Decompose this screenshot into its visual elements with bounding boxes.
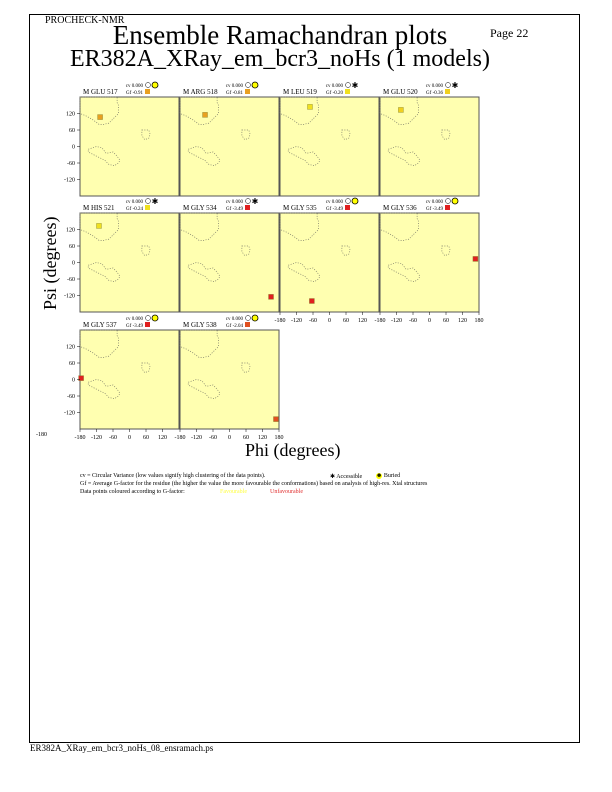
x-tick-label: 0 xyxy=(228,435,231,441)
legend-accessible xyxy=(330,473,362,480)
cv-value: cv 0.000 xyxy=(225,317,243,322)
clock-icon xyxy=(146,199,151,204)
panel-background xyxy=(80,213,179,312)
panel-background xyxy=(380,213,479,312)
cv-value: cv 0.000 xyxy=(325,84,343,89)
clock-icon xyxy=(246,199,251,204)
ramachandran-panel xyxy=(275,198,380,324)
legend-buried-label: Buried xyxy=(383,473,401,479)
x-tick-label: -180 xyxy=(174,435,186,441)
x-tick-label: -180 xyxy=(274,318,286,324)
y-tick-label: -60 xyxy=(67,394,75,400)
cv-value: cv 0.000 xyxy=(425,200,443,205)
accessible-icon: ✱ xyxy=(330,474,336,480)
x-tick-label: 0 xyxy=(428,318,431,324)
panel-label: M LEU 519 xyxy=(283,88,317,96)
x-tick-label: 180 xyxy=(274,435,284,441)
panel-label: M HIS 521 xyxy=(83,204,115,212)
accessible-icon: ✱ xyxy=(251,197,259,206)
panel-label: M GLY 537 xyxy=(83,321,117,329)
panel-background xyxy=(380,97,479,196)
y-tick-label: -120 xyxy=(64,177,75,184)
page-number: Page 22 xyxy=(490,26,529,40)
accessible-icon: ✱ xyxy=(351,81,359,90)
buried-icon xyxy=(452,198,458,204)
x-tick-label: 60 xyxy=(243,435,249,441)
y-axis-label: Psi (degrees) xyxy=(40,216,60,310)
gf-value: Gf -2.04 xyxy=(226,324,243,329)
data-point xyxy=(96,223,101,228)
cv-value: cv 0.000 xyxy=(125,317,143,322)
cv-value: cv 0.000 xyxy=(325,200,343,205)
data-point xyxy=(273,417,278,422)
gf-colour-swatch xyxy=(145,89,150,94)
gf-value: Gf -0.20 xyxy=(326,91,343,96)
panel-label: M GLY 535 xyxy=(283,204,317,212)
y-tick-label: -120 xyxy=(64,410,75,417)
x-tick-label: 120 xyxy=(458,318,467,324)
footer-filename: ER382A_XRay_em_bcr3_noHs_08_ensramach.ps xyxy=(30,743,214,753)
panel-label: M GLY 536 xyxy=(383,204,417,212)
panel-label: M GLU 520 xyxy=(383,88,418,96)
gf-colour-swatch xyxy=(345,89,350,94)
panel-background xyxy=(80,330,179,429)
gf-colour-swatch xyxy=(245,322,250,327)
ramachandran-panel xyxy=(180,82,279,196)
buried-icon xyxy=(352,198,358,204)
x-tick-label: -60 xyxy=(309,318,317,324)
x-tick-label: 180 xyxy=(474,318,484,324)
panel-background xyxy=(280,97,379,196)
legend-buried xyxy=(376,473,400,479)
x-tick-label: -60 xyxy=(109,435,117,441)
data-point xyxy=(307,104,312,109)
x-tick-label: -180 xyxy=(374,318,386,324)
accessible-icon: ✱ xyxy=(451,81,459,90)
cv-value: cv 0.000 xyxy=(225,84,243,89)
y-tick-label: 120 xyxy=(66,111,75,118)
clock-icon xyxy=(246,316,251,321)
data-point xyxy=(79,376,84,381)
y-tick-label: 120 xyxy=(66,227,75,234)
gf-value: Gf -0.24 xyxy=(126,207,143,212)
ramachandran-panel xyxy=(375,198,484,324)
panel-label: M ARG 518 xyxy=(183,88,218,96)
buried-icon: ☻ xyxy=(376,473,383,479)
x-tick-label: 60 xyxy=(143,435,149,441)
clock-icon xyxy=(246,83,251,88)
buried-icon xyxy=(152,82,158,88)
buried-icon xyxy=(152,315,158,321)
x-tick-label: -60 xyxy=(209,435,217,441)
clock-icon xyxy=(146,83,151,88)
x-axis-label: Phi (degrees) xyxy=(245,440,341,460)
gf-value: Gf -0.36 xyxy=(426,91,443,96)
ramachandran-panel xyxy=(280,81,379,196)
program-name: PROCHECK-NMR xyxy=(45,15,125,26)
panel-background xyxy=(180,330,279,429)
x-tick-label: -120 xyxy=(91,435,102,441)
cv-value: cv 0.000 xyxy=(225,200,243,205)
data-point xyxy=(269,294,274,299)
page-title: Ensemble Ramachandran plots xyxy=(112,20,448,50)
legend-unfavourable: Unfavourable xyxy=(270,489,303,495)
ramachandran-panel xyxy=(64,315,179,441)
ramachandran-panel xyxy=(64,82,179,196)
legend-colour: Data points coloured according to G-factor: xyxy=(80,489,185,495)
x-tick-label: 0 xyxy=(128,435,131,441)
gf-colour-swatch xyxy=(245,89,250,94)
ramachandran-panel xyxy=(175,315,284,441)
buried-icon xyxy=(252,82,258,88)
panel-background xyxy=(80,97,179,196)
x-tick-label: -120 xyxy=(191,435,202,441)
panel-label: M GLY 538 xyxy=(183,321,217,329)
gf-value: Gf -0.91 xyxy=(126,91,143,96)
accessible-icon: ✱ xyxy=(151,197,159,206)
clock-icon xyxy=(146,316,151,321)
gf-colour-swatch xyxy=(445,89,450,94)
gf-value: Gf -3.49 xyxy=(426,207,443,212)
y-tick-label: 60 xyxy=(69,361,75,367)
data-point xyxy=(98,115,103,120)
x-tick-label: -60 xyxy=(409,318,417,324)
clock-icon xyxy=(446,83,451,88)
y-tick-label: 0 xyxy=(72,377,75,384)
y-tick-label: 0 xyxy=(72,144,75,151)
y-tick-label: 60 xyxy=(69,244,75,250)
page-subtitle: ER382A_XRay_em_bcr3_noHs (1 models) xyxy=(70,46,490,72)
gf-colour-swatch xyxy=(345,205,350,210)
x-tick-label: -120 xyxy=(291,318,302,324)
y-tick-label: -120 xyxy=(64,293,75,300)
gf-value: Gf -3.49 xyxy=(126,324,143,329)
x-tick-label: -180 xyxy=(74,435,86,441)
panel-background xyxy=(180,213,279,312)
panel-label: M GLY 534 xyxy=(183,204,217,212)
y-tick-label: -60 xyxy=(67,277,75,283)
gf-colour-swatch xyxy=(245,205,250,210)
gf-colour-swatch xyxy=(145,205,150,210)
panel-label: M GLU 517 xyxy=(83,88,118,96)
ramachandran-panel xyxy=(380,81,479,196)
panel-background xyxy=(280,213,379,312)
gf-value: Gf -3.49 xyxy=(226,207,243,212)
data-point xyxy=(473,256,478,261)
x-tick-label: 60 xyxy=(343,318,349,324)
x-tick-label: 120 xyxy=(158,435,167,441)
panel-background xyxy=(180,97,279,196)
cv-value: cv 0.000 xyxy=(125,200,143,205)
clock-icon xyxy=(346,199,351,204)
y-tick-label: 0 xyxy=(72,260,75,267)
ramachandran-panel xyxy=(180,197,279,312)
legend-favourable: Favourable xyxy=(220,489,247,495)
legend-cv: cv = Circular Variance (low values signify high clustering of the data points). xyxy=(80,473,266,479)
clock-icon xyxy=(446,199,451,204)
x-tick-label: 120 xyxy=(358,318,367,324)
clock-icon xyxy=(346,83,351,88)
gf-colour-swatch xyxy=(145,322,150,327)
x-tick-label: 60 xyxy=(443,318,449,324)
y-tick-label: -60 xyxy=(67,161,75,167)
x-tick-label: 120 xyxy=(258,435,267,441)
y-tick-label: 120 xyxy=(66,344,75,351)
data-point xyxy=(398,107,403,112)
x-tick-label: 0 xyxy=(328,318,331,324)
x-tick-label: -120 xyxy=(391,318,402,324)
y-tick-label: 60 xyxy=(69,128,75,134)
data-point xyxy=(309,299,314,304)
cv-value: cv 0.000 xyxy=(425,84,443,89)
buried-icon xyxy=(252,315,258,321)
data-point xyxy=(203,112,208,117)
y-tick-label: -180 xyxy=(36,432,47,438)
legend-accessible-label: Accessible xyxy=(336,474,363,480)
ramachandran-panel xyxy=(64,197,179,312)
gf-colour-swatch xyxy=(445,205,450,210)
cv-value: cv 0.000 xyxy=(125,84,143,89)
gf-value: Gf -3.49 xyxy=(326,207,343,212)
gf-value: Gf -0.81 xyxy=(226,91,243,96)
legend-gf: Gf = Average G-factor for the residue (the higher the value the more favourable the conformations) based on analysis of high-res. Xtal structures xyxy=(80,481,428,487)
